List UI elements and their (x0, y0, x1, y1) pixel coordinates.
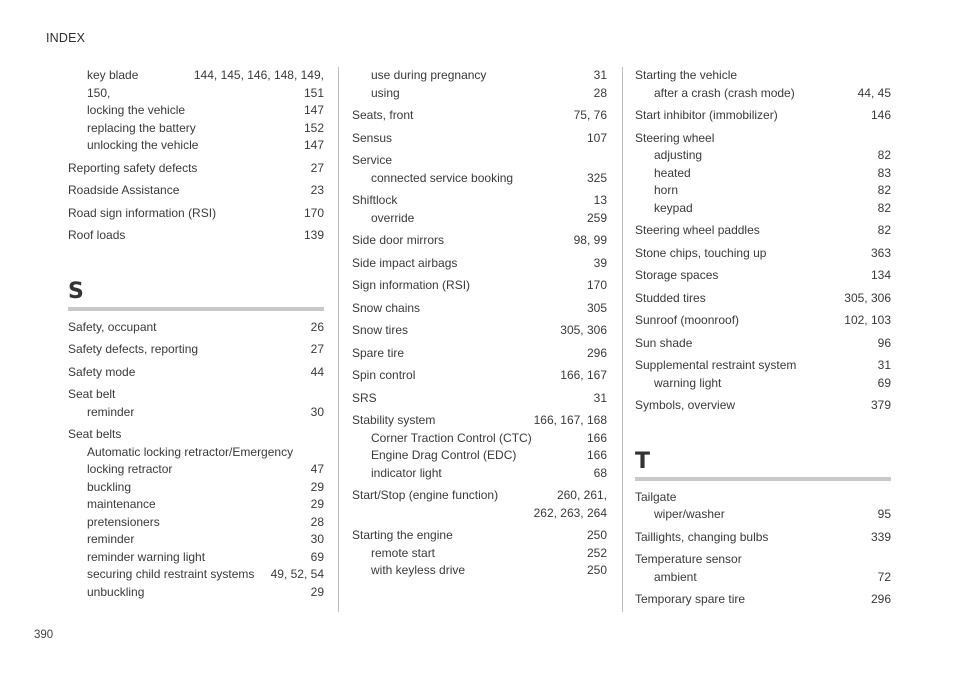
index-entry: Safety, occupant 26 (68, 319, 324, 334)
index-subentry: pretensioners 28 (87, 514, 324, 529)
page-number: 390 (34, 629, 54, 641)
section-letter: S (68, 278, 84, 304)
index-entry: Seat belts Automatic locking retractor/Emergency locking retractor 47 buckling 29 maintenance 29 pretensioners 28 reminder 30 reminder warning light 69 securing child restraint systems 49, 52, 54 unbuckling 29 (68, 426, 324, 601)
index-subentry: indicator light 68 (371, 465, 607, 480)
index-subentry: replacing the battery 152 (87, 120, 324, 135)
section-rule (635, 477, 891, 481)
index-entry: Reporting safety defects 27 (68, 160, 324, 175)
index-entry: Road sign information (RSI) 170 (68, 205, 324, 220)
index-subentry: buckling 29 (87, 479, 324, 494)
index-subentry: horn 82 (654, 183, 891, 197)
index-entry (352, 67, 607, 102)
index-column-1 (68, 67, 324, 606)
index-entry: SRS 31 (352, 390, 607, 405)
index-entry: Shiftlock 13 override 259 (352, 192, 607, 227)
index-entry: Supplemental restraint system 31 warning light 69 (635, 357, 891, 392)
index-entry: Steering wheel adjusting 82 heated 83 horn 82 keypad 82 (635, 130, 891, 218)
index-entry: Safety defects, reporting 27 (68, 342, 324, 356)
index-entry: Roof loads 139 (68, 228, 324, 242)
index-subentry: using 28 (371, 85, 607, 100)
column-divider (338, 67, 339, 612)
index-entry: Seat belt reminder 30 (68, 386, 324, 421)
index-subentry: use during pregnancy 31 (371, 68, 607, 82)
running-header: INDEX (46, 31, 86, 45)
index-entry: Sun shade 96 (635, 335, 891, 350)
index-entry: Symbols, overview 379 (635, 398, 891, 412)
index-subentry: wiper/washer 95 (654, 507, 891, 521)
index-entry: Side door mirrors 98, 99 (352, 233, 607, 247)
index-subentry: locking retractor 47 (87, 462, 324, 476)
index-subentry: maintenance 29 (87, 497, 324, 511)
index-entry: Spare tire 296 (352, 345, 607, 360)
index-entry: Temperature sensor ambient 72 (635, 551, 891, 586)
index-entry: Studded tires 305, 306 (635, 290, 891, 305)
index-subentry: reminder warning light 69 (87, 549, 324, 564)
index-entry: Steering wheel paddles 82 (635, 223, 891, 237)
index-subentry: Automatic locking retractor/Emergency (87, 444, 294, 459)
index-entry: Sunroof (moonroof) 102, 103 (635, 313, 891, 327)
index-entry: Starting the vehicle after a crash (crash mode) 44, 45 (635, 67, 891, 102)
index-subentry: reminder 30 (87, 532, 324, 546)
index-entry: Sensus 107 (352, 130, 607, 145)
index-entry: Sign information (RSI) 170 (352, 278, 607, 292)
index-subentry: after a crash (crash mode) 44, 45 (654, 85, 891, 100)
index-subentry: adjusting 82 (654, 148, 891, 162)
index-subentry: with keyless drive 250 (371, 563, 607, 577)
index-subentry: Engine Drag Control (EDC) 166 (371, 448, 607, 462)
index-entry: Storage spaces 134 (635, 268, 891, 282)
index-column-3 (635, 67, 891, 614)
section-letter: T (635, 448, 651, 474)
index-subentry: keypad 82 (654, 200, 891, 215)
index-entry: Stone chips, touching up 363 (635, 245, 891, 260)
index-entry: Snow chains 305 (352, 300, 607, 315)
index-entry: Temporary spare tire 296 (635, 592, 891, 606)
index-subentry: Corner Traction Control (CTC) 166 (371, 430, 607, 445)
index-entry: Side impact airbags 39 (352, 255, 607, 270)
index-entry: Taillights, changing bulbs 339 (635, 529, 891, 544)
index-entry: Roadside Assistance 23 (68, 183, 324, 197)
index-subentry: securing child restraint systems 49, 52, 54 (87, 567, 324, 581)
index-entry: Start inhibitor (immobilizer) 146 (635, 108, 891, 122)
index-entry: Service connected service booking 325 (352, 152, 607, 187)
index-subentry: 150, 151 (87, 85, 324, 100)
index-entry: Safety mode 44 (68, 364, 324, 379)
index-subentry: override 259 (371, 210, 607, 225)
index-subentry: key blade 144, 145, 146, 148, 149, (87, 68, 324, 82)
index-entry: Stability system 166, 167, 168 Corner Traction Control (CTC) 166 Engine Drag Control (EDC) 166 indicator light 68 (352, 412, 607, 482)
index-entry (68, 67, 324, 155)
index-subentry: reminder 30 (87, 404, 324, 419)
index-subentry: warning light 69 (654, 375, 891, 390)
index-subentry: remote start 252 (371, 545, 607, 560)
index-subentry: locking the vehicle 147 (87, 103, 324, 117)
index-subentry: ambient 72 (654, 569, 891, 584)
index-entry: Starting the engine 250 remote start 252 with keyless drive 250 (352, 527, 607, 580)
section-letter-s (68, 278, 324, 311)
index-subentry: heated 83 (654, 165, 891, 180)
index-entry: Start/Stop (engine function) 260, 261, 262, 263, 264 (352, 488, 607, 520)
index-entry: Snow tires 305, 306 (352, 323, 607, 337)
index-subentry: unlocking the vehicle 147 (87, 138, 324, 152)
index-subentry: unbuckling 29 (87, 584, 324, 599)
section-letter-t (635, 448, 891, 481)
section-rule (68, 307, 324, 311)
index-entry: Spin control 166, 167 (352, 368, 607, 382)
column-divider (622, 67, 623, 612)
index-entry: Seats, front 75, 76 (352, 108, 607, 122)
index-column-2 (352, 67, 607, 585)
index-subentry: connected service booking 325 (371, 170, 607, 185)
index-entry: Tailgate wiper/washer 95 (635, 489, 891, 524)
